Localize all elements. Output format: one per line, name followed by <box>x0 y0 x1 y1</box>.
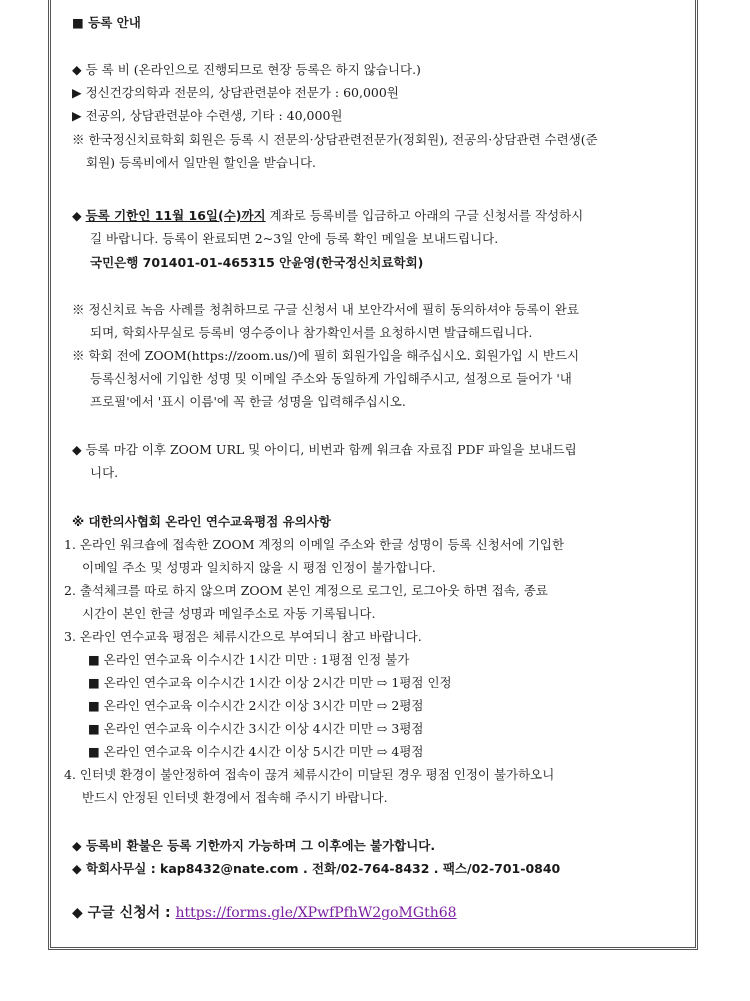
credit-bullet: ■ 온라인 연수교육 이수시간 1시간 미만 : 1평점 인정 불가 <box>88 652 410 667</box>
credit-bullet: ■ 온라인 연수교육 이수시간 2시간 이상 3시간 미만 ⇨ 2평점 <box>88 698 424 713</box>
deadline-text: 계좌로 등록비를 입금하고 아래의 구글 신청서를 작성하시 <box>265 208 584 223</box>
kma-item-1-cont: 이메일 주소 및 성명과 일치하지 않을 시 평점 인정이 불가합니다. <box>82 560 436 575</box>
security-note-cont: 되며, 학회사무실로 등록비 영수증이나 참가확인서를 요청하시면 발급해드립니다. <box>90 325 533 340</box>
office-contact: ◆ 학회사무실 : kap8432@nate.com . 전화/02-764-8432 . 팩스/02-701-0840 <box>72 861 561 876</box>
credit-bullet: ■ 온라인 연수교육 이수시간 3시간 이상 4시간 미만 ⇨ 3평점 <box>88 721 424 736</box>
kma-item-1: 1. 온라인 워크숍에 접속한 ZOOM 계정의 이메일 주소와 한글 성명이 등록 신청서에 기입한 <box>64 537 565 552</box>
google-form-label: ◆ 구글 신청서 : <box>72 905 176 921</box>
kma-item-3: 3. 온라인 연수교육 평점은 체류시간으로 부여되니 참고 바랍니다. <box>64 629 422 644</box>
kma-item-4-cont: 반드시 안정된 인터넷 환경에서 접속해 주시기 바랍니다. <box>82 790 388 805</box>
after-deadline-text-cont: 니다. <box>90 465 119 480</box>
after-deadline-text: 등록 마감 이후 ZOOM URL 및 아이디, 비번과 함께 워크숍 자료집 PDF 파일을 보내드립 <box>85 442 577 457</box>
security-note: ※ 정신치료 녹음 사례를 청취하므로 구글 신청서 내 보안각서에 필히 동의하셔야 등록이 완료 <box>72 302 579 317</box>
kma-item-2-cont: 시간이 본인 한글 성명과 메일주소로 자동 기록됩니다. <box>82 606 376 621</box>
zoom-note-cont-2: 프로필'에서 '표시 이름'에 꼭 한글 성명을 입력해주십시오. <box>90 394 406 409</box>
deadline-emphasis: 등록 기한인 11월 16일(수)까지 <box>85 208 266 223</box>
diamond-bullet-icon: ◆ <box>72 208 82 223</box>
zoom-note: ※ 학회 전에 ZOOM(https://zoom.us/)에 필히 회원가입을 해주십시오. 회원가입 시 반드시 <box>72 348 580 363</box>
kma-item-4: 4. 인터넷 환경이 불안정하여 접속이 끊겨 체류시간이 미달된 경우 평점 인정이 불가하오니 <box>64 767 555 782</box>
member-discount-note-cont: 회원) 등록비에서 일만원 할인을 받습니다. <box>86 155 317 170</box>
credit-bullet: ■ 온라인 연수교육 이수시간 1시간 이상 2시간 미만 ⇨ 1평점 인정 <box>88 675 452 690</box>
after-deadline-notice <box>72 441 577 459</box>
diamond-bullet-icon: ◆ <box>72 442 82 457</box>
kma-item-2: 2. 출석체크를 따로 하지 않으며 ZOOM 본인 계정으로 로그인, 로그아웃 하면 접속, 종료 <box>64 583 548 598</box>
fee-heading <box>72 61 421 79</box>
kma-title: ※ 대한의사협회 온라인 연수교육평점 유의사항 <box>72 514 331 529</box>
fee-label: 등 록 비 (온라인으로 진행되므로 현장 등록은 하지 않습니다.) <box>85 62 421 77</box>
section-header <box>72 14 141 32</box>
zoom-note-cont-1: 등록신청서에 기입한 성명 및 이메일 주소와 동일하게 가입해주시고, 설정으로 들어가 '내 <box>90 371 572 386</box>
diamond-bullet-icon: ◆ <box>72 62 82 77</box>
deadline-text-cont: 길 바랍니다. 등록이 완료되면 2~3일 안에 등록 확인 메일을 보내드립니다. <box>90 231 499 246</box>
google-form-link[interactable]: https://forms.gle/XPwfPfhW2goMGth68 <box>175 905 457 921</box>
member-discount-note: ※ 한국정신치료학회 회원은 등록 시 전문의·상담관련전문가(정회원), 전공의·상담관련 수련생(준 <box>72 132 598 147</box>
fee-row-specialist: ▶ 정신건강의학과 전문의, 상담관련분야 전문가 : 60,000원 <box>72 85 399 100</box>
fee-row-resident: ▶ 전공의, 상담관련분야 수련생, 기타 : 40,000원 <box>72 108 343 123</box>
square-bullet-icon: ■ <box>72 15 84 30</box>
google-form-row <box>72 904 457 922</box>
credit-bullet: ■ 온라인 연수교육 이수시간 4시간 이상 5시간 미만 ⇨ 4평점 <box>88 744 424 759</box>
bank-account: 국민은행 701401-01-465315 안윤영(한국정신치료학회) <box>90 255 424 270</box>
section-title: 등록 안내 <box>88 15 141 30</box>
refund-policy: ◆ 등록비 환불은 등록 기한까지 가능하며 그 이후에는 불가합니다. <box>72 838 436 853</box>
deadline-paragraph <box>72 207 583 225</box>
